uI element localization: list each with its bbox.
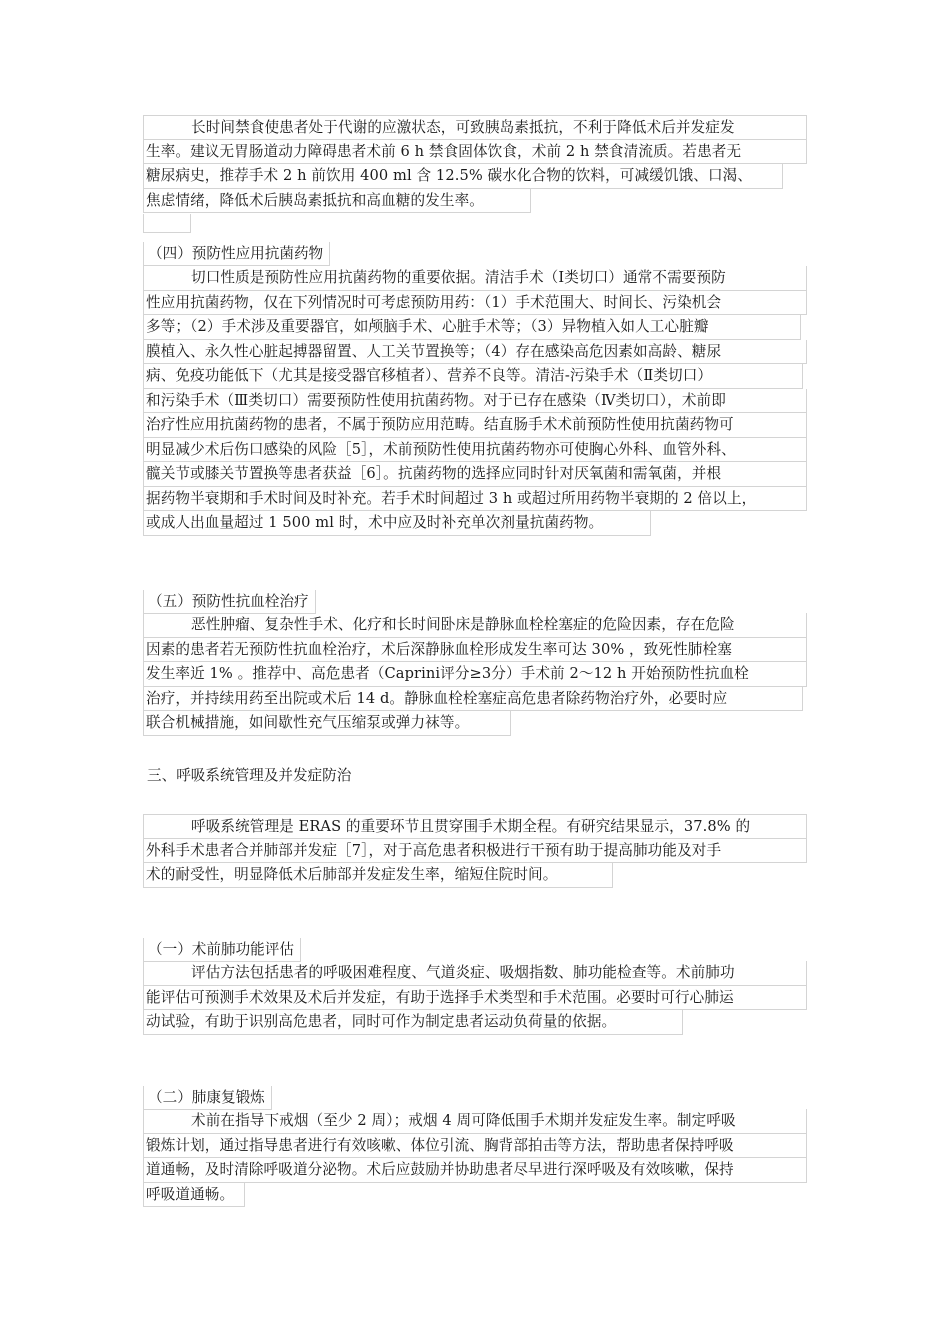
text-line: 膜植入、永久性心脏起搏器留置、人工关节置换等；（4）存在感染高危因素如高龄、糖尿 <box>143 340 807 365</box>
paragraph-antithrombotic <box>143 613 807 736</box>
text-line: 长时间禁食使患者处于代谢的应激状态，可致胰岛素抵抗，不利于降低术后并发症发 <box>143 115 807 140</box>
text-line: 性应用抗菌药物，仅在下列情况时可考虑预防用药：（1）手术范围大、时间长、污染机会 <box>143 291 807 316</box>
text-line: 因素的患者若无预防性抗血栓治疗，术后深静脉血栓形成发生率可达 30% ，致死性肺栓塞 <box>143 638 807 663</box>
paragraph-respiratory <box>143 814 807 888</box>
text-line: 呼吸道通畅。 <box>143 1183 245 1208</box>
text-line: 道通畅，及时清除呼吸道分泌物。术后应鼓励并协助患者尽早进行深呼吸及有效咳嗽，保持 <box>143 1158 807 1183</box>
paragraph-lung-function <box>143 961 807 1035</box>
text-line: 恶性肿瘤、复杂性手术、化疗和长时间卧床是静脉血栓栓塞症的危险因素，存在危险 <box>143 613 807 638</box>
text-line: 联合机械措施，如间歇性充气压缩泵或弹力袜等。 <box>143 711 511 736</box>
paragraph-antibiotics <box>143 266 807 536</box>
text-line: 动试验，有助于识别高危患者，同时可作为制定患者运动负荷量的依据。 <box>143 1010 683 1035</box>
text-line: 发生率近 1% 。推荐中、高危患者（Caprini评分≥3分）手术前 2～12 h 开始预防性抗血栓 <box>143 662 807 687</box>
text-line: 生率。建议无胃肠道动力障碍患者术前 6 h 禁食固体饮食，术前 2 h 禁食清流质。若患者无 <box>143 140 807 165</box>
paragraph-fasting <box>143 115 807 213</box>
text-line: 治疗性应用抗菌药物的患者，不属于预防应用范畴。结直肠手术术前预防性使用抗菌药物可 <box>143 413 807 438</box>
text-line: 明显减少术后伤口感染的风险［5］，术前预防性使用抗菌药物亦可使胸心外科、血管外科、 <box>143 438 807 463</box>
text-line: 或成人出血量超过 1 500 ml 时，术中应及时补充单次剂量抗菌药物。 <box>143 511 651 536</box>
text-line: 髋关节或膝关节置换等患者获益［6］。抗菌药物的选择应同时针对厌氧菌和需氧菌，并根 <box>143 462 807 487</box>
text-line: 据药物半衰期和手术时间及时补充。若手术时间超过 3 h 或超过所用药物半衰期的 2 倍以上， <box>143 487 807 512</box>
chapter-heading-respiratory: 三、呼吸系统管理及并发症防治 <box>147 767 352 784</box>
text-line: 切口性质是预防性应用抗菌药物的重要依据。清洁手术（Ⅰ类切口）通常不需要预防 <box>143 266 807 291</box>
text-line: 和污染手术（Ⅲ类切口）需要预防性使用抗菌药物。对于已存在感染（Ⅳ类切口），术前即 <box>143 389 807 414</box>
section-heading-antithrombotic: （五）预防性抗血栓治疗 <box>143 590 316 614</box>
section-heading-lung-rehab: （二）肺康复锻炼 <box>143 1086 272 1110</box>
text-line: 多等；（2）手术涉及重要器官，如颅脑手术、心脏手术等；（3）异物植入如人工心脏瓣 <box>143 315 801 340</box>
text-line: 糖尿病史，推荐手术 2 h 前饮用 400 ml 含 12.5% 碳水化合物的饮料，可减缓饥饿、口渴、 <box>143 164 783 189</box>
text-line: 术的耐受性，明显降低术后肺部并发症发生率，缩短住院时间。 <box>143 863 613 888</box>
text-line: 焦虑情绪，降低术后胰岛素抵抗和高血糖的发生率。 <box>143 189 531 214</box>
section-heading-lung-function: （一）术前肺功能评估 <box>143 938 301 962</box>
text-line: 术前在指导下戒烟（至少 2 周）；戒烟 4 周可降低围手术期并发症发生率。制定呼吸 <box>143 1109 807 1134</box>
text-line: 病、免疫功能低下（尤其是接受器官移植者）、营养不良等。清洁-污染手术（Ⅱ类切口） <box>143 364 803 389</box>
section-heading-antibiotics: （四）预防性应用抗菌药物 <box>143 242 330 266</box>
paragraph-lung-rehab <box>143 1109 807 1207</box>
text-line: 治疗，并持续用药至出院或术后 14 d。静脉血栓栓塞症高危患者除药物治疗外，必要时应 <box>143 687 803 712</box>
text-line: 能评估可预测手术效果及术后并发症，有助于选择手术类型和手术范围。必要时可行心肺运 <box>143 986 807 1011</box>
text-line: 锻炼计划，通过指导患者进行有效咳嗽、体位引流、胸背部拍击等方法，帮助患者保持呼吸 <box>143 1134 807 1159</box>
empty-table-cell <box>143 214 191 233</box>
text-line: 外科手术患者合并肺部并发症［7］，对于高危患者积极进行干预有助于提高肺功能及对手 <box>143 839 807 864</box>
text-line: 评估方法包括患者的呼吸困难程度、气道炎症、吸烟指数、肺功能检查等。术前肺功 <box>143 961 807 986</box>
text-line: 呼吸系统管理是 ERAS 的重要环节且贯穿围手术期全程。有研究结果显示，37.8% 的 <box>143 814 807 839</box>
